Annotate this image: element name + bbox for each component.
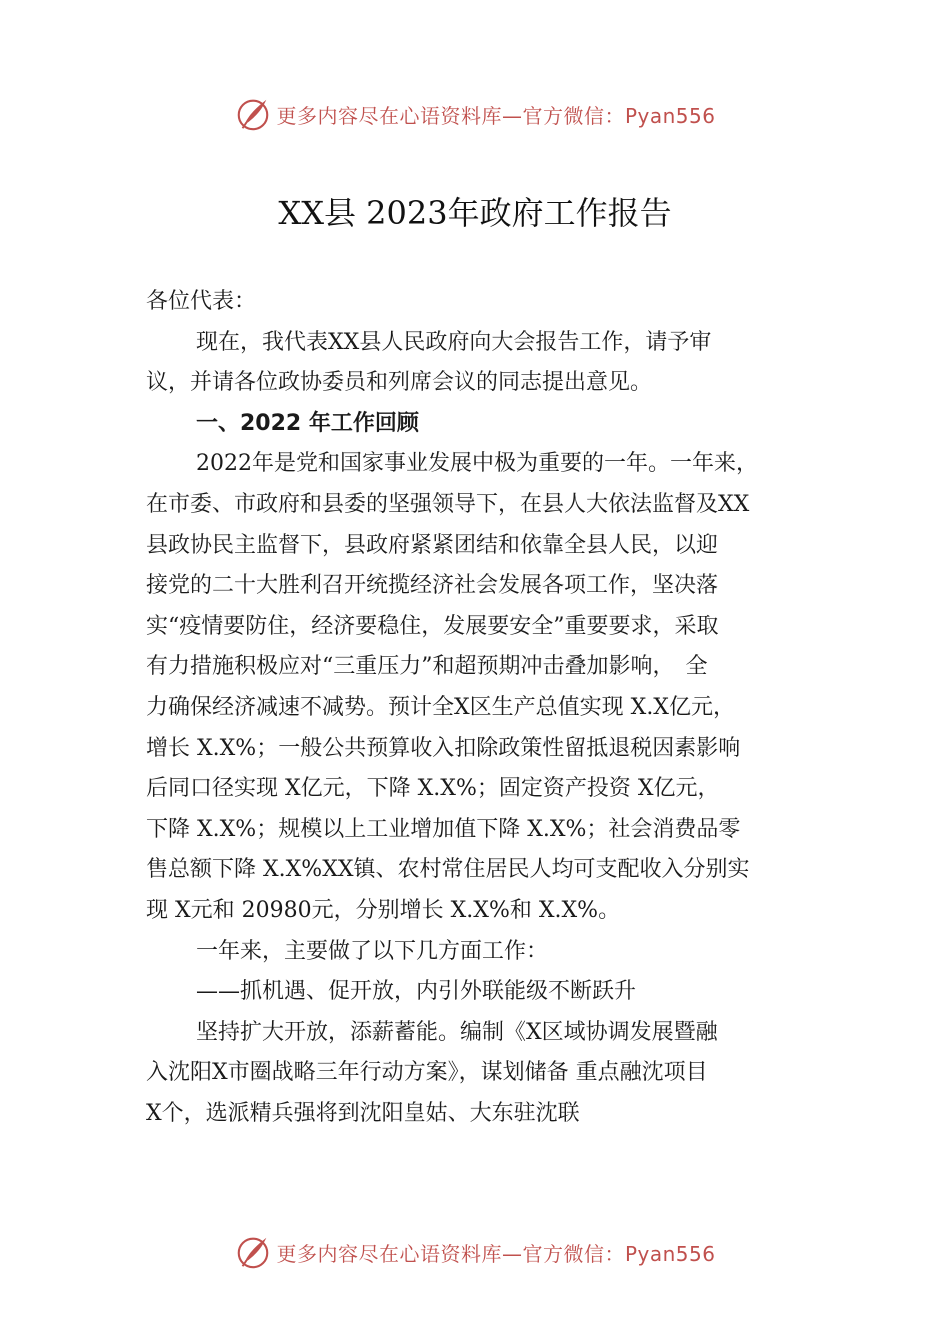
paragraph-line: 后同口径实现 X亿元，下降 X.X%；固定资产投资 X亿元，: [146, 776, 720, 802]
document-title: XX县 2023年政府工作报告: [278, 194, 672, 232]
quill-pen-logo-icon: [234, 95, 272, 133]
document-body: [146, 282, 836, 1134]
paragraph-line: 增长 X.X%；一般公共预算收入扣除政策性留抵退税因素影响: [146, 735, 741, 761]
paragraph-line: 在市委、市政府和县委的坚强领导下，在县人大依法监督及XX: [146, 491, 750, 517]
paragraph-line: 售总额下降 X.X%XX镇、农村常住居民人均可支配收入分别实: [146, 857, 750, 883]
header-banner: [0, 94, 950, 134]
paragraph-line: 实“疫情要防住，经济要稳住，发展要安全”重要要求，采取: [146, 613, 719, 639]
paragraph-line: 现 X元和 20980元，分别增长 X.X%和 X.X%。: [146, 897, 621, 923]
section-heading: 一、2022 年工作回顾: [196, 410, 419, 436]
paragraph-line: 县政协民主监督下，县政府紧紧团结和依靠全县人民，以迎: [146, 532, 719, 558]
footer-banner: [0, 1232, 950, 1272]
paragraph-line: 坚持扩大开放，添薪蓄能。编制《X区域协调发展暨融: [196, 1019, 718, 1045]
paragraph-line: 2022年是党和国家事业发展中极为重要的一年。一年来，: [196, 451, 758, 477]
paragraph-line: X个，选派精兵强将到沈阳皇姑、大东驻沈联: [146, 1100, 580, 1126]
paragraph-line: 力确保经济减速不减势。预计全X区生产总值实现 X.X亿元，: [146, 694, 735, 720]
paragraph-line: 现在，我代表XX县人民政府向大会报告工作，请予审: [196, 329, 712, 355]
salutation: 各位代表：: [146, 289, 257, 314]
subsection-heading: ——抓机遇、促开放，内引外联能级不断跃升: [196, 979, 637, 1005]
banner-text: 更多内容尽在心语资料库—官方微信：Pyan556: [276, 1241, 716, 1266]
paragraph-line: 有力措施积极应对“三重压力”和超预期冲击叠加影响， 全: [146, 654, 708, 680]
paragraph-line: 下降 X.X%；规模以上工业增加值下降 X.X%；社会消费品零: [146, 816, 741, 842]
paragraph-line: 议，并请各位政协委员和列席会议的同志提出意见。: [146, 370, 653, 396]
quill-pen-logo-icon: [234, 1233, 272, 1271]
paragraph-line: 一年来，主要做了以下几方面工作：: [196, 938, 549, 964]
paragraph-line: 入沈阳X市圈战略三年行动方案》，谋划储备 重点融沈项目: [146, 1060, 708, 1086]
banner-text: 更多内容尽在心语资料库—官方微信：Pyan556: [276, 103, 716, 128]
paragraph-line: 接党的二十大胜利召开统揽经济社会发展各项工作，坚决落: [146, 573, 719, 599]
